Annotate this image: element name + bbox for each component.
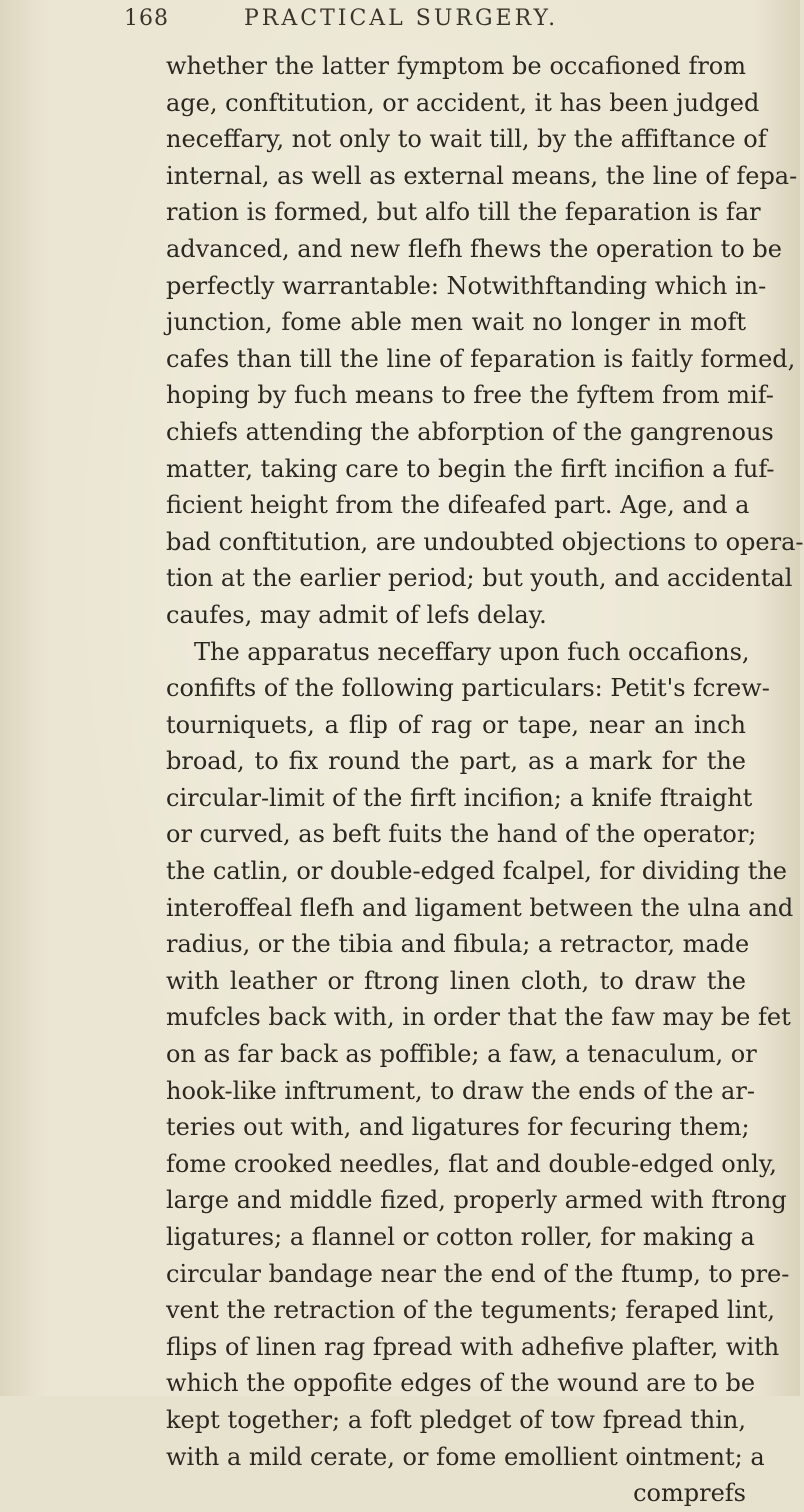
- text-line: ficient height from the difeafed part. Age, and a: [166, 491, 750, 520]
- text-line: age, conftitution, or accident, it has been judged: [166, 88, 760, 117]
- text-line: fome crooked needles, flat and double-edged only,: [166, 1149, 777, 1178]
- text-line: circular-limit of the firft incifion; a knife ftraight: [166, 783, 753, 812]
- text-line: ligatures; a flannel or cotton roller, for making a: [166, 1223, 755, 1251]
- body-text: [166, 48, 804, 1512]
- running-head: [124, 6, 764, 40]
- text-line: whether the latter fymptom be occafioned from: [166, 52, 746, 80]
- text-line: matter, taking care to begin the firft incifion a fuf-: [166, 454, 775, 483]
- text-line: neceffary, not only to wait till, by the affiftance of: [166, 125, 767, 154]
- catchword: comprefs: [633, 1479, 746, 1508]
- text-line: hoping by fuch means to free the fyftem from mif-: [166, 381, 774, 410]
- text-line: flips of linen rag fpread with adhefive plafter, with: [166, 1332, 780, 1361]
- text-line: interoffeal flefh and ligament between the ulna and: [166, 893, 794, 922]
- text-line: on as far back as poffible; a faw, a tenaculum, or: [166, 1040, 757, 1069]
- text-line: tourniquets, a flip of rag or tape, near an inch: [166, 710, 746, 739]
- text-line: mufcles back with, in order that the faw may be fet: [166, 1003, 791, 1032]
- text-line: perfectly warrantable: Notwithftanding which in-: [166, 271, 767, 300]
- text-line: ration is formed, but alfo till the feparation is far: [166, 198, 761, 227]
- text-line: with leather or ftrong linen cloth, to draw the: [166, 966, 746, 995]
- text-line: with a mild cerate, or fome emollient ointment; a: [166, 1442, 765, 1471]
- text-line: or curved, as beft fuits the hand of the operator;: [166, 820, 757, 849]
- text-line: cafes than till the line of feparation is faitly formed,: [166, 344, 796, 373]
- text-line: which the oppofite edges of the wound are to be: [166, 1369, 756, 1398]
- text-line: tion at the earlier period; but youth, and accidental: [166, 564, 793, 593]
- text-line: the catlin, or double-edged fcalpel, for dividing the: [166, 857, 787, 886]
- paragraph-end-line: caufes, may admit of lefs delay.: [166, 600, 547, 629]
- text-line: advanced, and new flefh fhews the operation to be: [166, 234, 782, 263]
- text-line: junction, fome able men wait no longer in moft: [166, 308, 746, 337]
- text-line: internal, as well as external means, the line of fepa-: [166, 161, 798, 190]
- text-line: confifts of the following particulars: Petit's fcrew-: [166, 674, 770, 703]
- paragraph-start-line: The apparatus neceffary upon fuch occafions,: [194, 637, 750, 666]
- text-line: radius, or the tibia and fibula; a retractor, made: [166, 930, 750, 959]
- text-line: kept together; a foft pledget of tow fpread thin,: [166, 1405, 746, 1434]
- text-line: bad conftitution, are undoubted objections to opera-: [166, 527, 804, 556]
- text-line: vent the retraction of the teguments; feraped lint,: [166, 1296, 775, 1325]
- text-line: chiefs attending the abforption of the gangrenous: [166, 417, 774, 446]
- text-line: large and middle fized, properly armed with ftrong: [166, 1186, 787, 1215]
- text-line: broad, to fix round the part, as a mark for the: [166, 747, 746, 776]
- text-line: teries out with, and ligatures for fecuring them;: [166, 1113, 750, 1142]
- page-number: 168: [124, 6, 169, 31]
- running-title: PRACTICAL SURGERY.: [244, 6, 559, 31]
- text-line: circular bandage near the end of the ftump, to pre-: [166, 1259, 790, 1288]
- text-line: hook-like inftrument, to draw the ends of the ar-: [166, 1076, 755, 1105]
